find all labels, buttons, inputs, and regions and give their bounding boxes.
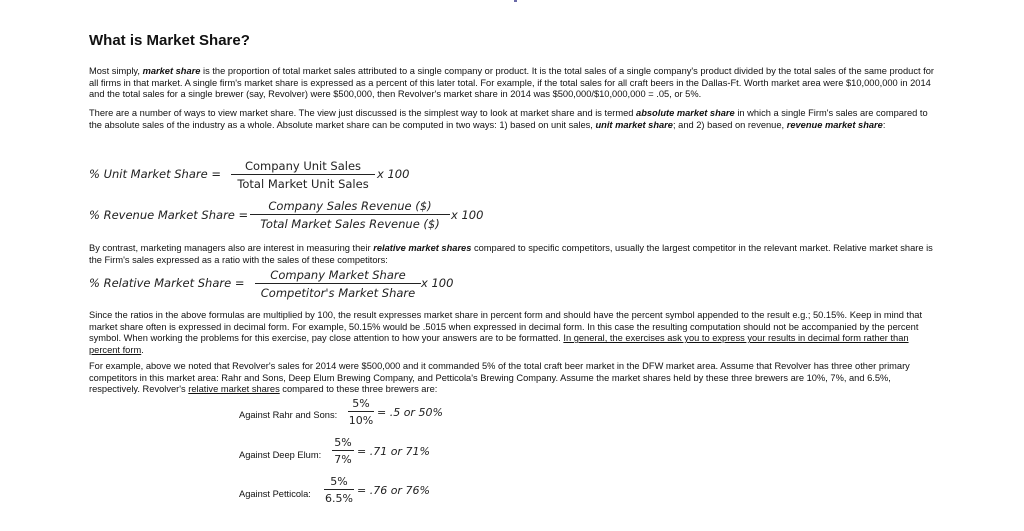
term-revenue-market-share: revenue market share — [786, 119, 883, 130]
text: Most simply, — [89, 66, 143, 76]
top-edge-mark — [514, 0, 517, 2]
relative-market-shares-link-text: relative market shares — [188, 384, 280, 394]
formula-multiplier: x 100 — [377, 167, 410, 181]
fraction — [332, 436, 354, 466]
text: ; and 2) based on revenue, — [672, 119, 787, 130]
formula-lhs: % Unit Market Share = — [89, 167, 221, 181]
formula-fraction — [255, 268, 421, 300]
comparison-result: = .71 or 71% — [357, 445, 430, 458]
formula-numerator: Company Market Share — [270, 268, 406, 282]
intro-paragraph — [89, 66, 939, 101]
text: compared to specific competitors, usually the largest competitor in the relevant market. Relative market share is the Firm's sales expressed as a ratio with the sales of these competitors: — [89, 243, 933, 265]
fraction-numerator: 5% — [334, 436, 352, 449]
text: There are a number of ways to view market share. The view just discussed is the simplest way to look at market share and is termed — [89, 108, 637, 118]
term-market-share: market share — [142, 66, 201, 76]
fraction-numerator: 5% — [330, 475, 348, 488]
formula-lhs: % Revenue Market Share = — [89, 208, 249, 222]
formula-numerator: Company Sales Revenue ($) — [268, 199, 432, 213]
text: By contrast, marketing managers also are interest in measuring their — [89, 243, 374, 253]
text: in which a single Firm's sales are compared to the absolute sales of the industry as a whole. Absolute market share can be computed in two ways: 1) based on unit sales, — [89, 108, 928, 130]
formula-lhs: % Relative Market Share = — [89, 276, 245, 290]
fraction — [324, 475, 354, 505]
text: Since the ratios in the above formulas are multiplied by 100, the result expresses market share in percent form and should have the percent symbol appended to the result e.g.; 50.15%. Keep in mind that market share often is expressed in decimal form. For example, 50.15% would be .5015 when expressed in decimal form. In this case the resulting computation should not be accompanied by the percent symbol. When working the problems for this exercise, pay close attention to how your answers are to be formatted. — [89, 310, 923, 343]
text: : — [882, 119, 886, 130]
comparison-result: = .76 or 76% — [357, 484, 430, 497]
comparison-result: = .5 or 50% — [377, 406, 443, 419]
formula-fraction — [231, 159, 375, 191]
comparison-label: Against Rahr and Sons: — [239, 410, 338, 420]
decimal-form-instruction: In general, the exercises ask you to express your results in decimal form rather than percent form — [89, 333, 909, 355]
fraction-denominator: 7% — [334, 453, 352, 466]
formula-multiplier: x 100 — [451, 208, 484, 222]
fraction-numerator: 5% — [352, 397, 370, 410]
formula-denominator: Total Market Unit Sales — [237, 177, 369, 191]
percent-format-paragraph — [89, 310, 939, 356]
example-paragraph — [89, 361, 939, 396]
term-absolute-market-share: absolute market share — [636, 108, 735, 118]
formula-fraction — [250, 199, 450, 231]
fraction-denominator: 10% — [348, 414, 374, 427]
comparison-label: Against Deep Elum: — [239, 450, 322, 460]
formula-denominator: Total Market Sales Revenue ($) — [260, 217, 440, 231]
relative-market-share-formula — [89, 268, 509, 308]
text: For example, above we noted that Revolver's sales for 2014 were $500,000 and it commanded 5% of the total craft beer market in the DFW market area. Assume that Revolver has three other primary competitors in this market area: Rahr and Sons, Deep Elum Brewing Company, and Petticola's Brewing Company. Assume the market shares held by these three brewers are 10%, 7%, and 6.5%, respectively. Revolver's — [89, 361, 910, 394]
formula-multiplier: x 100 — [421, 276, 454, 290]
fraction — [348, 397, 374, 427]
term-relative-market-shares: relative market shares — [373, 243, 472, 253]
text: compared to these three brewers are: — [279, 384, 438, 394]
text: . — [141, 344, 144, 355]
absolute-share-paragraph — [89, 108, 939, 131]
unit-market-share-formula — [89, 159, 489, 199]
formula-numerator: Company Unit Sales — [244, 159, 362, 173]
comparison-label: Against Petticola: — [239, 489, 311, 499]
revenue-market-share-formula — [89, 199, 509, 239]
relative-share-paragraph — [89, 243, 939, 266]
term-unit-market-share: unit market share — [595, 119, 673, 130]
formula-denominator: Competitor's Market Share — [260, 286, 416, 300]
text: is the proportion of total market sales attributed to a single company or product. It is the total sales of a single company's product divided by the total sales of the same product for all firms in that market. A single firm's market share is expressed as a percent of this later total. For example, if the total sales for all craft beers in the Dallas-Ft. Worth market area were $10,000,000 in 2014 and the total sales for a single brewer (say, Revolver) were $500,000, then Revolver's market share in 2014 was $500,000/$10,000,000 = .05, or 5%. — [89, 66, 934, 99]
fraction-denominator: 6.5% — [325, 492, 353, 505]
page-title: What is Market Share? — [89, 32, 250, 49]
